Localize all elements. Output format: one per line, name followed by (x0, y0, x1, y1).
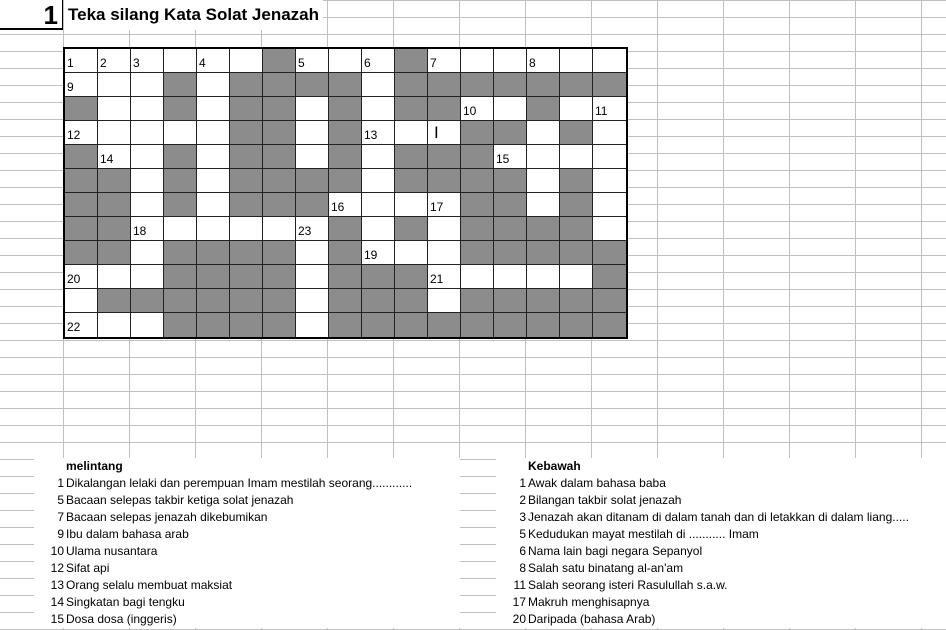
crossword-block (164, 193, 197, 217)
crossword-block (560, 121, 593, 145)
crossword-block (362, 313, 395, 337)
clue-row-number: 20 (512, 612, 526, 626)
crossword-block (362, 289, 395, 313)
crossword-block (560, 193, 593, 217)
clue-row-number: 14 (50, 595, 64, 609)
crossword-cell[interactable] (131, 49, 164, 73)
crossword-block (593, 265, 626, 289)
clue-row (34, 475, 460, 492)
crossword-block (395, 73, 428, 97)
crossword-cell[interactable] (98, 97, 131, 121)
crossword-block (98, 289, 131, 313)
clue-row-text: Ulama nusantara (66, 544, 158, 558)
clue-number: 12 (67, 128, 81, 142)
crossword-cell[interactable] (593, 145, 626, 169)
crossword-block (164, 265, 197, 289)
crossword-block (428, 73, 461, 97)
clue-row (496, 594, 946, 611)
clue-number: 8 (529, 56, 536, 70)
crossword-block (98, 169, 131, 193)
crossword-block (461, 121, 494, 145)
clue-row (496, 577, 946, 594)
crossword-cell[interactable] (131, 73, 164, 97)
crossword-block (263, 313, 296, 337)
crossword-cell[interactable] (296, 289, 329, 313)
crossword-cell[interactable] (362, 121, 395, 145)
crossword-block (230, 73, 263, 97)
crossword-cell[interactable] (131, 169, 164, 193)
across-clues (34, 458, 460, 628)
crossword-cell[interactable] (560, 49, 593, 73)
crossword-cell[interactable] (362, 193, 395, 217)
crossword-cell[interactable] (263, 217, 296, 241)
crossword-block (527, 289, 560, 313)
clue-row-number: 6 (519, 544, 526, 558)
clue-row-text: Bilangan takbir solat jenazah (528, 493, 682, 507)
crossword-cell[interactable] (98, 313, 131, 337)
crossword-block (329, 289, 362, 313)
crossword-cell[interactable] (461, 97, 494, 121)
crossword-block (98, 193, 131, 217)
crossword-block (593, 289, 626, 313)
crossword-block (395, 313, 428, 337)
crossword-block (263, 97, 296, 121)
crossword-cell[interactable] (197, 97, 230, 121)
crossword-cell[interactable] (296, 49, 329, 73)
clue-number: 23 (298, 224, 312, 238)
crossword-cell[interactable] (98, 145, 131, 169)
crossword-cell[interactable] (527, 265, 560, 289)
crossword-block (263, 145, 296, 169)
crossword-cell[interactable] (494, 265, 527, 289)
crossword-block (395, 169, 428, 193)
clue-row (496, 543, 946, 560)
clue-row (34, 509, 460, 526)
clue-row-number: 5 (519, 527, 526, 541)
crossword-block (593, 73, 626, 97)
crossword-cell[interactable] (65, 73, 98, 97)
down-clues (496, 458, 946, 628)
crossword-block (164, 73, 197, 97)
entered-letter: I (434, 123, 439, 142)
clue-row-number: 9 (57, 527, 64, 541)
crossword-cell[interactable] (560, 97, 593, 121)
crossword-cell[interactable] (362, 145, 395, 169)
crossword-block (494, 313, 527, 337)
crossword-block (230, 289, 263, 313)
crossword-cell[interactable] (164, 217, 197, 241)
crossword-block (263, 241, 296, 265)
clue-row-text: Singkatan bagi tengku (66, 595, 185, 609)
crossword-cell[interactable] (296, 241, 329, 265)
clue-number: 18 (133, 224, 147, 238)
crossword-cell[interactable] (296, 313, 329, 337)
crossword-cell[interactable] (395, 121, 428, 145)
crossword-cell[interactable] (131, 313, 164, 337)
crossword-cell[interactable] (197, 73, 230, 97)
crossword-cell[interactable] (362, 97, 395, 121)
crossword-block (164, 97, 197, 121)
crossword-cell[interactable] (527, 169, 560, 193)
clue-number: 17 (430, 200, 444, 214)
sheet-number: 1 (0, 0, 63, 30)
crossword-block (263, 121, 296, 145)
clue-number: 4 (199, 56, 206, 70)
clue-row-text: Sifat api (66, 561, 110, 575)
clue-number: 1 (67, 56, 74, 70)
crossword-cell[interactable] (131, 193, 164, 217)
clue-row (496, 611, 946, 628)
crossword-cell[interactable] (98, 121, 131, 145)
crossword-block (329, 265, 362, 289)
clue-row-text: Salah seorang isteri Rasulullah s.a.w. (528, 578, 728, 592)
crossword-cell[interactable] (65, 313, 98, 337)
clue-number: 13 (364, 128, 378, 142)
crossword-block (362, 265, 395, 289)
crossword-cell[interactable] (164, 121, 197, 145)
clue-row (34, 492, 460, 509)
crossword-cell[interactable] (197, 193, 230, 217)
crossword-cell[interactable] (593, 193, 626, 217)
crossword-block (560, 313, 593, 337)
clue-row-number: 13 (50, 578, 64, 592)
crossword-block (329, 121, 362, 145)
clue-row (496, 560, 946, 577)
crossword-block (395, 97, 428, 121)
clue-row-text: Makruh menghisapnya (528, 595, 650, 609)
crossword-cell[interactable] (362, 241, 395, 265)
clue-number: 2 (100, 56, 107, 70)
crossword-cell[interactable] (494, 49, 527, 73)
crossword-cell[interactable] (362, 217, 395, 241)
crossword-cell[interactable] (362, 73, 395, 97)
crossword-cell[interactable] (230, 49, 263, 73)
crossword-cell[interactable] (428, 217, 461, 241)
clue-number: 19 (364, 248, 378, 262)
clue-number: 22 (67, 320, 81, 334)
crossword-cell[interactable] (494, 145, 527, 169)
crossword-cell[interactable] (428, 49, 461, 73)
clue-row-text: Salah satu binatang al-an'am (528, 561, 684, 575)
crossword-block (263, 193, 296, 217)
crossword-cell[interactable] (329, 193, 362, 217)
crossword-block (230, 265, 263, 289)
clue-row-number: 5 (57, 493, 64, 507)
crossword-block (329, 217, 362, 241)
crossword-cell[interactable] (65, 121, 98, 145)
clue-number: 3 (133, 56, 140, 70)
clue-row-text: Kedudukan mayat mestilah di ........... Imam (528, 527, 759, 541)
crossword-cell[interactable] (395, 241, 428, 265)
crossword-block (164, 241, 197, 265)
crossword-block (461, 313, 494, 337)
crossword-block (263, 73, 296, 97)
crossword-block (560, 241, 593, 265)
clue-row (34, 611, 460, 628)
crossword-block (230, 97, 263, 121)
crossword-block (461, 241, 494, 265)
crossword-cell[interactable] (65, 265, 98, 289)
crossword-block (428, 145, 461, 169)
crossword-block (230, 193, 263, 217)
crossword-block (461, 289, 494, 313)
crossword-block (65, 217, 98, 241)
crossword-block (494, 73, 527, 97)
clue-row (34, 594, 460, 611)
crossword-cell[interactable] (296, 97, 329, 121)
clue-number: 7 (430, 56, 437, 70)
crossword-block (164, 289, 197, 313)
crossword-block (131, 289, 164, 313)
crossword-block (494, 169, 527, 193)
clue-row-text: Ibu dalam bahasa arab (66, 527, 189, 541)
crossword-cell[interactable] (98, 73, 131, 97)
crossword-cell[interactable] (428, 265, 461, 289)
crossword-grid[interactable] (63, 47, 628, 339)
clue-row-text: Bacaan selepas jenazah dikebumikan (66, 510, 268, 524)
crossword-cell[interactable] (428, 289, 461, 313)
clue-row (34, 560, 460, 577)
crossword-block (296, 169, 329, 193)
crossword-cell[interactable] (197, 121, 230, 145)
clue-row-number: 1 (57, 476, 64, 490)
crossword-block (197, 241, 230, 265)
crossword-cell[interactable] (593, 217, 626, 241)
crossword-block (164, 313, 197, 337)
crossword-block (329, 73, 362, 97)
crossword-block (329, 169, 362, 193)
crossword-block (197, 313, 230, 337)
crossword-cell[interactable] (131, 241, 164, 265)
crossword-block (461, 217, 494, 241)
crossword-cell[interactable] (527, 121, 560, 145)
crossword-block (197, 289, 230, 313)
crossword-block (65, 193, 98, 217)
crossword-cell[interactable] (197, 169, 230, 193)
crossword-block (329, 97, 362, 121)
crossword-block (494, 193, 527, 217)
crossword-cell[interactable] (65, 289, 98, 313)
clue-number: 15 (496, 152, 510, 166)
crossword-block (494, 241, 527, 265)
crossword-block (527, 241, 560, 265)
crossword-block (395, 217, 428, 241)
crossword-block (395, 289, 428, 313)
crossword-block (65, 241, 98, 265)
crossword-block (560, 217, 593, 241)
crossword-block (461, 169, 494, 193)
clue-row (34, 543, 460, 560)
clue-row-text: Dikalangan lelaki dan perempuan Imam mestilah seorang............ (66, 476, 413, 490)
crossword-block (395, 265, 428, 289)
crossword-cell[interactable] (362, 49, 395, 73)
clue-number: 6 (364, 56, 371, 70)
crossword-cell[interactable] (329, 49, 362, 73)
crossword-block (98, 217, 131, 241)
clue-row-number: 11 (513, 578, 526, 592)
crossword-cell[interactable] (428, 241, 461, 265)
crossword-block (593, 313, 626, 337)
crossword-cell[interactable] (362, 169, 395, 193)
crossword-block (461, 73, 494, 97)
crossword-cell[interactable] (560, 145, 593, 169)
clue-row-number: 1 (519, 476, 526, 490)
clue-row (496, 492, 946, 509)
crossword-block (395, 49, 428, 73)
crossword-block (230, 241, 263, 265)
clue-number: 11 (595, 104, 608, 118)
crossword-block (329, 313, 362, 337)
crossword-block (230, 145, 263, 169)
crossword-block (230, 313, 263, 337)
crossword-block (560, 73, 593, 97)
crossword-cell[interactable] (296, 121, 329, 145)
clue-row (496, 475, 946, 492)
clue-row-text: Nama lain bagi negara Sepanyol (528, 544, 703, 558)
clue-row (496, 526, 946, 543)
crossword-cell[interactable] (131, 97, 164, 121)
clue-row-number: 3 (519, 510, 526, 524)
crossword-block (428, 169, 461, 193)
crossword-block (428, 313, 461, 337)
crossword-cell[interactable] (593, 97, 626, 121)
crossword-cell[interactable] (593, 169, 626, 193)
clue-row-text: Bacaan selepas takbir ketiga solat jenazah (66, 493, 294, 507)
crossword-block (65, 97, 98, 121)
clue-row-text: Jenazah akan ditanam di dalam tanah dan di letakkan di dalam liang..... (528, 510, 909, 524)
crossword-cell[interactable] (197, 217, 230, 241)
crossword-cell[interactable] (131, 145, 164, 169)
crossword-block (461, 193, 494, 217)
crossword-cell[interactable] (428, 193, 461, 217)
crossword-block (65, 145, 98, 169)
crossword-cell[interactable] (197, 145, 230, 169)
crossword-block (65, 169, 98, 193)
crossword-cell[interactable] (560, 265, 593, 289)
clue-row-number: 12 (50, 561, 64, 575)
down-heading: Kebawah (528, 459, 581, 473)
clue-row (34, 526, 460, 543)
clue-row-number: 10 (50, 544, 64, 558)
crossword-block (494, 121, 527, 145)
crossword-cell[interactable] (131, 265, 164, 289)
crossword-block (527, 97, 560, 121)
across-heading: melintang (66, 459, 123, 473)
clue-number: 5 (298, 56, 305, 70)
clue-row (34, 577, 460, 594)
crossword-block (428, 97, 461, 121)
clue-row-text: Orang selalu membuat maksiat (66, 578, 233, 592)
crossword-block (527, 217, 560, 241)
crossword-cell[interactable] (296, 265, 329, 289)
clue-number: 10 (463, 104, 477, 118)
clue-row-number: 2 (519, 493, 526, 507)
crossword-block (494, 289, 527, 313)
clue-row-text: Awak dalam bahasa baba (528, 476, 666, 490)
crossword-cell[interactable] (494, 97, 527, 121)
crossword-cell[interactable] (395, 193, 428, 217)
crossword-cell[interactable] (296, 145, 329, 169)
crossword-block (98, 241, 131, 265)
crossword-cell[interactable] (131, 121, 164, 145)
crossword-block (560, 169, 593, 193)
crossword-cell[interactable] (527, 193, 560, 217)
crossword-cell[interactable] (230, 217, 263, 241)
crossword-cell[interactable] (98, 265, 131, 289)
crossword-cell[interactable] (98, 49, 131, 73)
crossword-cell[interactable] (428, 121, 461, 145)
crossword-cell[interactable] (461, 49, 494, 73)
crossword-cell[interactable] (593, 121, 626, 145)
crossword-block (395, 145, 428, 169)
clue-number: 20 (67, 272, 81, 286)
crossword-block (263, 265, 296, 289)
crossword-cell[interactable] (164, 49, 197, 73)
crossword-cell[interactable] (296, 217, 329, 241)
page-title: Teka silang Kata Solat Jenazah (64, 0, 323, 30)
crossword-cell[interactable] (197, 49, 230, 73)
crossword-block (527, 73, 560, 97)
crossword-block (296, 193, 329, 217)
clue-number: 9 (67, 80, 74, 94)
crossword-cell[interactable] (527, 145, 560, 169)
clue-row-number: 7 (57, 510, 64, 524)
clue-row-number: 15 (50, 612, 64, 626)
crossword-block (461, 145, 494, 169)
crossword-block (296, 73, 329, 97)
clue-row-text: Daripada (bahasa Arab) (528, 612, 656, 626)
crossword-cell[interactable] (65, 49, 98, 73)
clue-number: 21 (430, 272, 444, 286)
crossword-block (329, 145, 362, 169)
clue-row-number: 8 (519, 561, 526, 575)
crossword-cell[interactable] (461, 265, 494, 289)
crossword-block (527, 313, 560, 337)
crossword-block (197, 265, 230, 289)
crossword-block (329, 241, 362, 265)
crossword-cell[interactable] (593, 49, 626, 73)
crossword-block (560, 289, 593, 313)
clue-row-number: 17 (512, 595, 526, 609)
crossword-block (494, 217, 527, 241)
crossword-block (164, 169, 197, 193)
clue-row (496, 509, 946, 526)
clue-number: 14 (100, 152, 114, 166)
crossword-cell[interactable] (527, 49, 560, 73)
crossword-block (230, 169, 263, 193)
crossword-block (593, 241, 626, 265)
crossword-block (164, 145, 197, 169)
crossword-block (263, 289, 296, 313)
crossword-block (263, 49, 296, 73)
crossword-cell[interactable] (131, 217, 164, 241)
crossword-block (230, 121, 263, 145)
clue-row-text: Dosa dosa (inggeris) (66, 612, 177, 626)
clue-number: 16 (331, 200, 345, 214)
crossword-block (263, 169, 296, 193)
